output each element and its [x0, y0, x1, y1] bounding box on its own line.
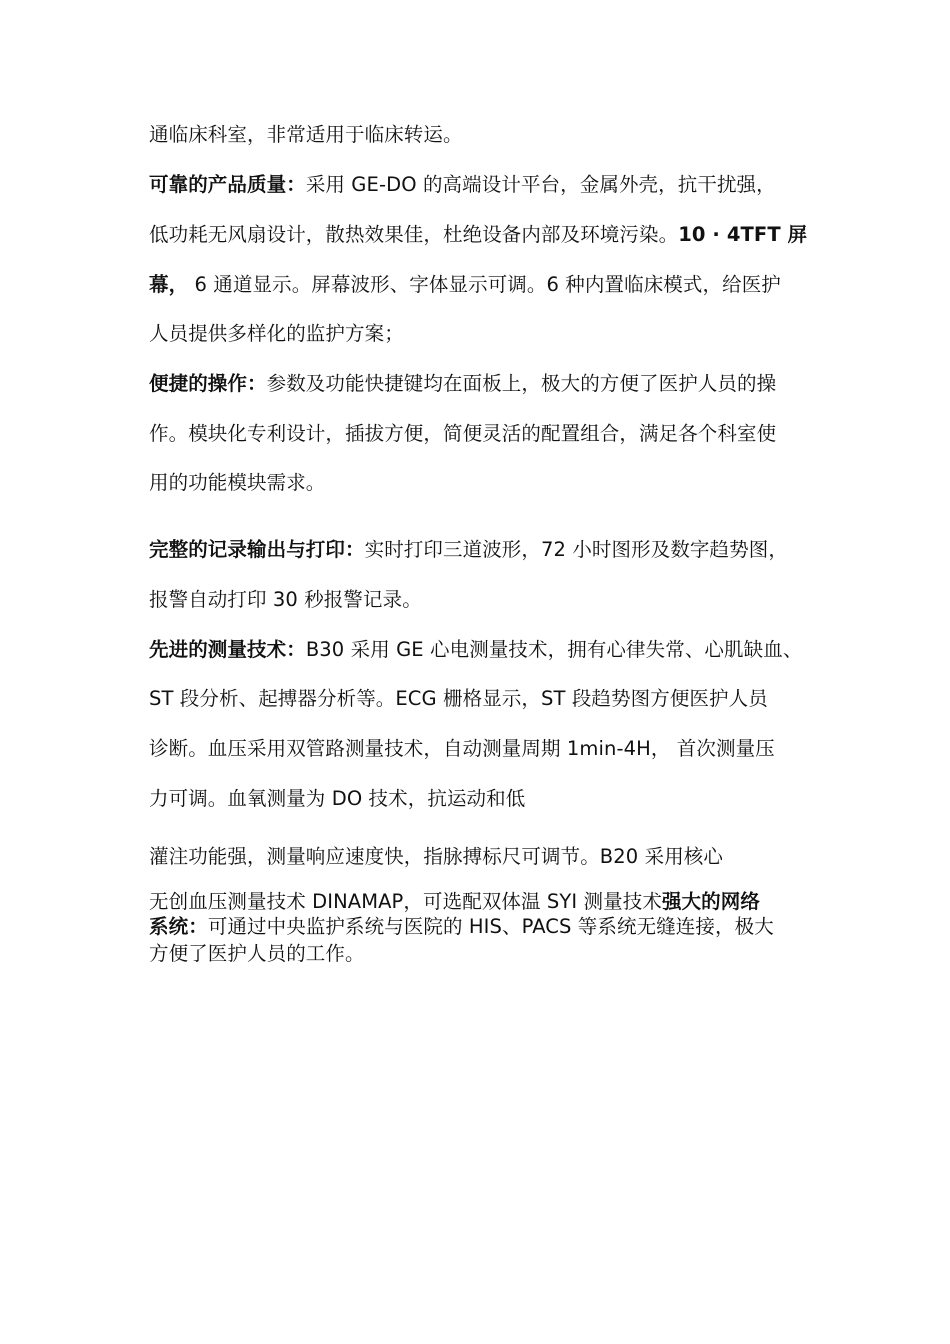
text-line	[149, 587, 829, 613]
body-text: 人员提供多样化的监护方案；	[149, 322, 404, 345]
body-text: 采用 GE-DO 的高端设计平台，金属外壳，抗干扰强，	[305, 173, 776, 196]
body-text: ST 段分析、起搏器分析等。ECG 栅格显示，ST 段趋势图方便医护人员	[149, 687, 768, 710]
text-line	[149, 321, 829, 347]
text-line	[149, 844, 829, 870]
body-text: 作。模块化专利设计，插拔方便，简便灵活的配置组合，满足各个科室使	[149, 422, 777, 445]
text-line	[149, 686, 829, 712]
bold-heading-text: 幕，	[149, 273, 189, 296]
text-line	[149, 371, 829, 397]
text-line	[149, 172, 829, 198]
text-line	[149, 421, 829, 447]
text-line	[149, 637, 829, 663]
body-text: 灌注功能强，测量响应速度快，指脉搏标尺可调节。B20 采用核心	[149, 845, 723, 868]
body-text: 6 通道显示。屏幕波形、字体显示可调。6 种内置临床模式，给医护	[188, 273, 781, 296]
body-text: 诊断。血压采用双管路测量技术，自动测量周期 1min-4H， 首次测量压	[149, 737, 775, 760]
body-text: 方便了医护人员的工作。	[149, 942, 365, 965]
text-line	[149, 537, 829, 563]
bold-heading-text: 强大的网络	[661, 890, 760, 913]
body-text: 用的功能模块需求。	[149, 471, 326, 494]
bold-heading-text: 系统：	[149, 915, 208, 938]
body-text: 实时打印三道波形，72 小时图形及数字趋势图，	[364, 538, 788, 561]
text-line	[149, 941, 829, 967]
text-line	[149, 470, 829, 496]
text-line	[149, 222, 829, 248]
bold-heading-text: 完整的记录输出与打印：	[149, 538, 365, 561]
bold-heading-text: 10 · 4TFT 屏	[678, 223, 808, 246]
body-text: 报警自动打印 30 秒报警记录。	[149, 588, 422, 611]
body-text: 低功耗无风扇设计，散热效果佳，杜绝设备内部及环境污染。	[149, 223, 679, 246]
body-text: B30 采用 GE 心电测量技术，拥有心律失常、心肌缺血、	[305, 638, 803, 661]
text-line	[149, 914, 829, 940]
text-line	[149, 122, 829, 148]
bold-heading-text: 可靠的产品质量：	[149, 173, 306, 196]
body-text: 无创血压测量技术 DINAMAP，可选配双体温 SYI 测量技术	[149, 890, 662, 913]
body-text: 参数及功能快捷键均在面板上，极大的方便了医护人员的操	[266, 372, 777, 395]
bold-heading-text: 便捷的操作：	[149, 372, 267, 395]
body-text: 力可调。血氧测量为 DO 技术，抗运动和低	[149, 787, 526, 810]
text-line	[149, 272, 829, 298]
body-text: 通临床科室，非常适用于临床转运。	[149, 123, 463, 146]
bold-heading-text: 先进的测量技术：	[149, 638, 306, 661]
body-text: 可通过中央监护系统与医院的 HIS、PACS 等系统无缝连接，极大	[207, 915, 774, 938]
text-line	[149, 736, 829, 762]
text-line	[149, 889, 829, 915]
text-line	[149, 786, 829, 812]
